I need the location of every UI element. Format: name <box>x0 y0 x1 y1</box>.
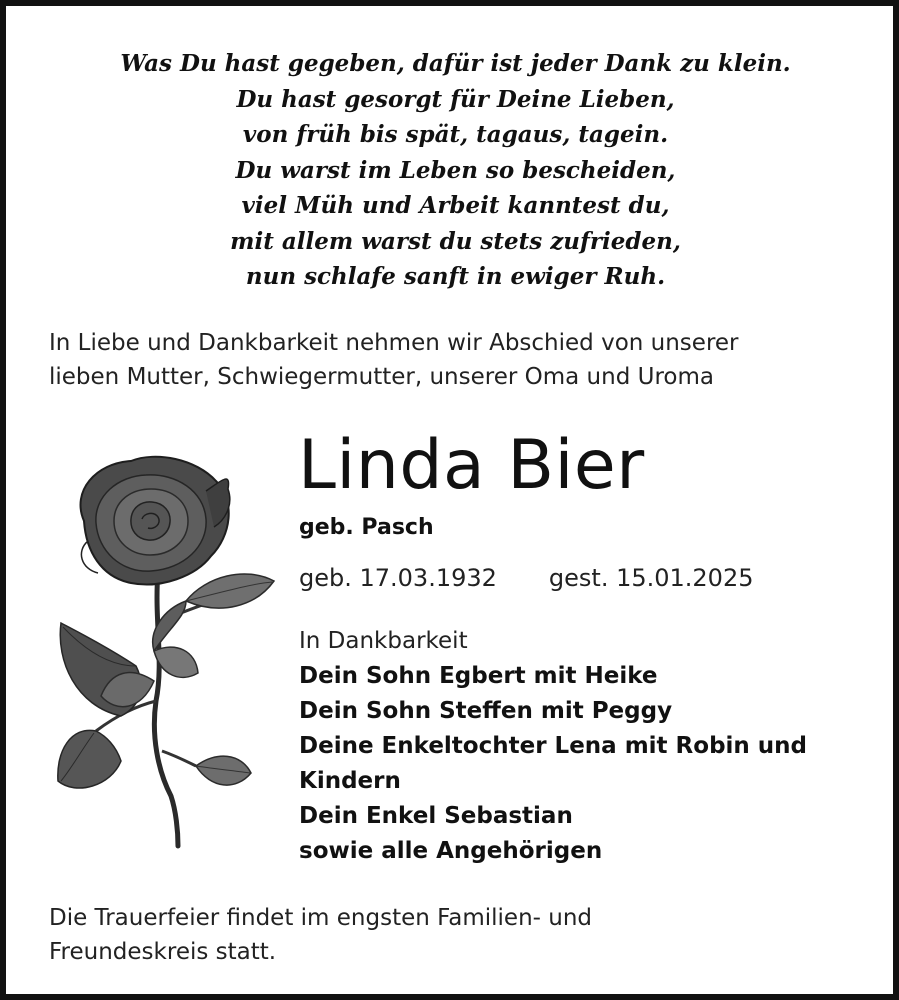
mourner-line: Dein Sohn Steffen mit Peggy <box>299 698 673 724</box>
rose-bloom <box>81 457 230 585</box>
funeral-notice <box>49 901 879 969</box>
poem-line: von früh bis spät, tagaus, tagein. <box>242 121 669 148</box>
rose-leaves <box>58 574 274 788</box>
mourner-line: Deine Enkeltochter Lena mit Robin und Kindern <box>299 733 808 794</box>
mourner-line: Dein Enkel Sebastian <box>299 803 573 829</box>
rose-icon <box>36 451 281 851</box>
closing-line: Freundeskreis statt. <box>49 939 277 965</box>
life-dates <box>299 561 754 595</box>
intro-line: In Liebe und Dankbarkeit nehmen wir Abschied von unserer <box>49 330 739 356</box>
intro-line: lieben Mutter, Schwiegermutter, unserer Oma und Uroma <box>49 364 714 390</box>
poem-line: nun schlafe sanft in ewiger Ruh. <box>245 263 666 290</box>
poem-line: Was Du hast gegeben, dafür ist jeder Dank zu klein. <box>120 50 791 77</box>
mourner-line: Dein Sohn Egbert mit Heike <box>299 663 658 689</box>
poem-line: Du hast gesorgt für Deine Lieben, <box>236 85 675 113</box>
poem-line: Du warst im Leben so bescheiden, <box>235 156 676 184</box>
deceased-name: Linda Bier <box>298 426 645 505</box>
poem-line: mit allem warst du stets zufrieden, <box>230 227 681 255</box>
mourner-line: sowie alle Angehörigen <box>299 838 603 864</box>
birth-date: geb. 17.03.1932 <box>299 564 497 592</box>
memorial-poem <box>36 46 875 295</box>
mourners-list <box>299 624 879 869</box>
poem-line: viel Müh und Arbeit kanntest du, <box>241 192 670 219</box>
death-date: gest. 15.01.2025 <box>548 564 754 592</box>
maiden-name: geb. Pasch <box>299 515 434 540</box>
intro-text <box>49 326 879 394</box>
mourners-heading: In Dankbarkeit <box>299 628 468 654</box>
closing-line: Die Trauerfeier findet im engsten Familien- und <box>49 905 593 931</box>
